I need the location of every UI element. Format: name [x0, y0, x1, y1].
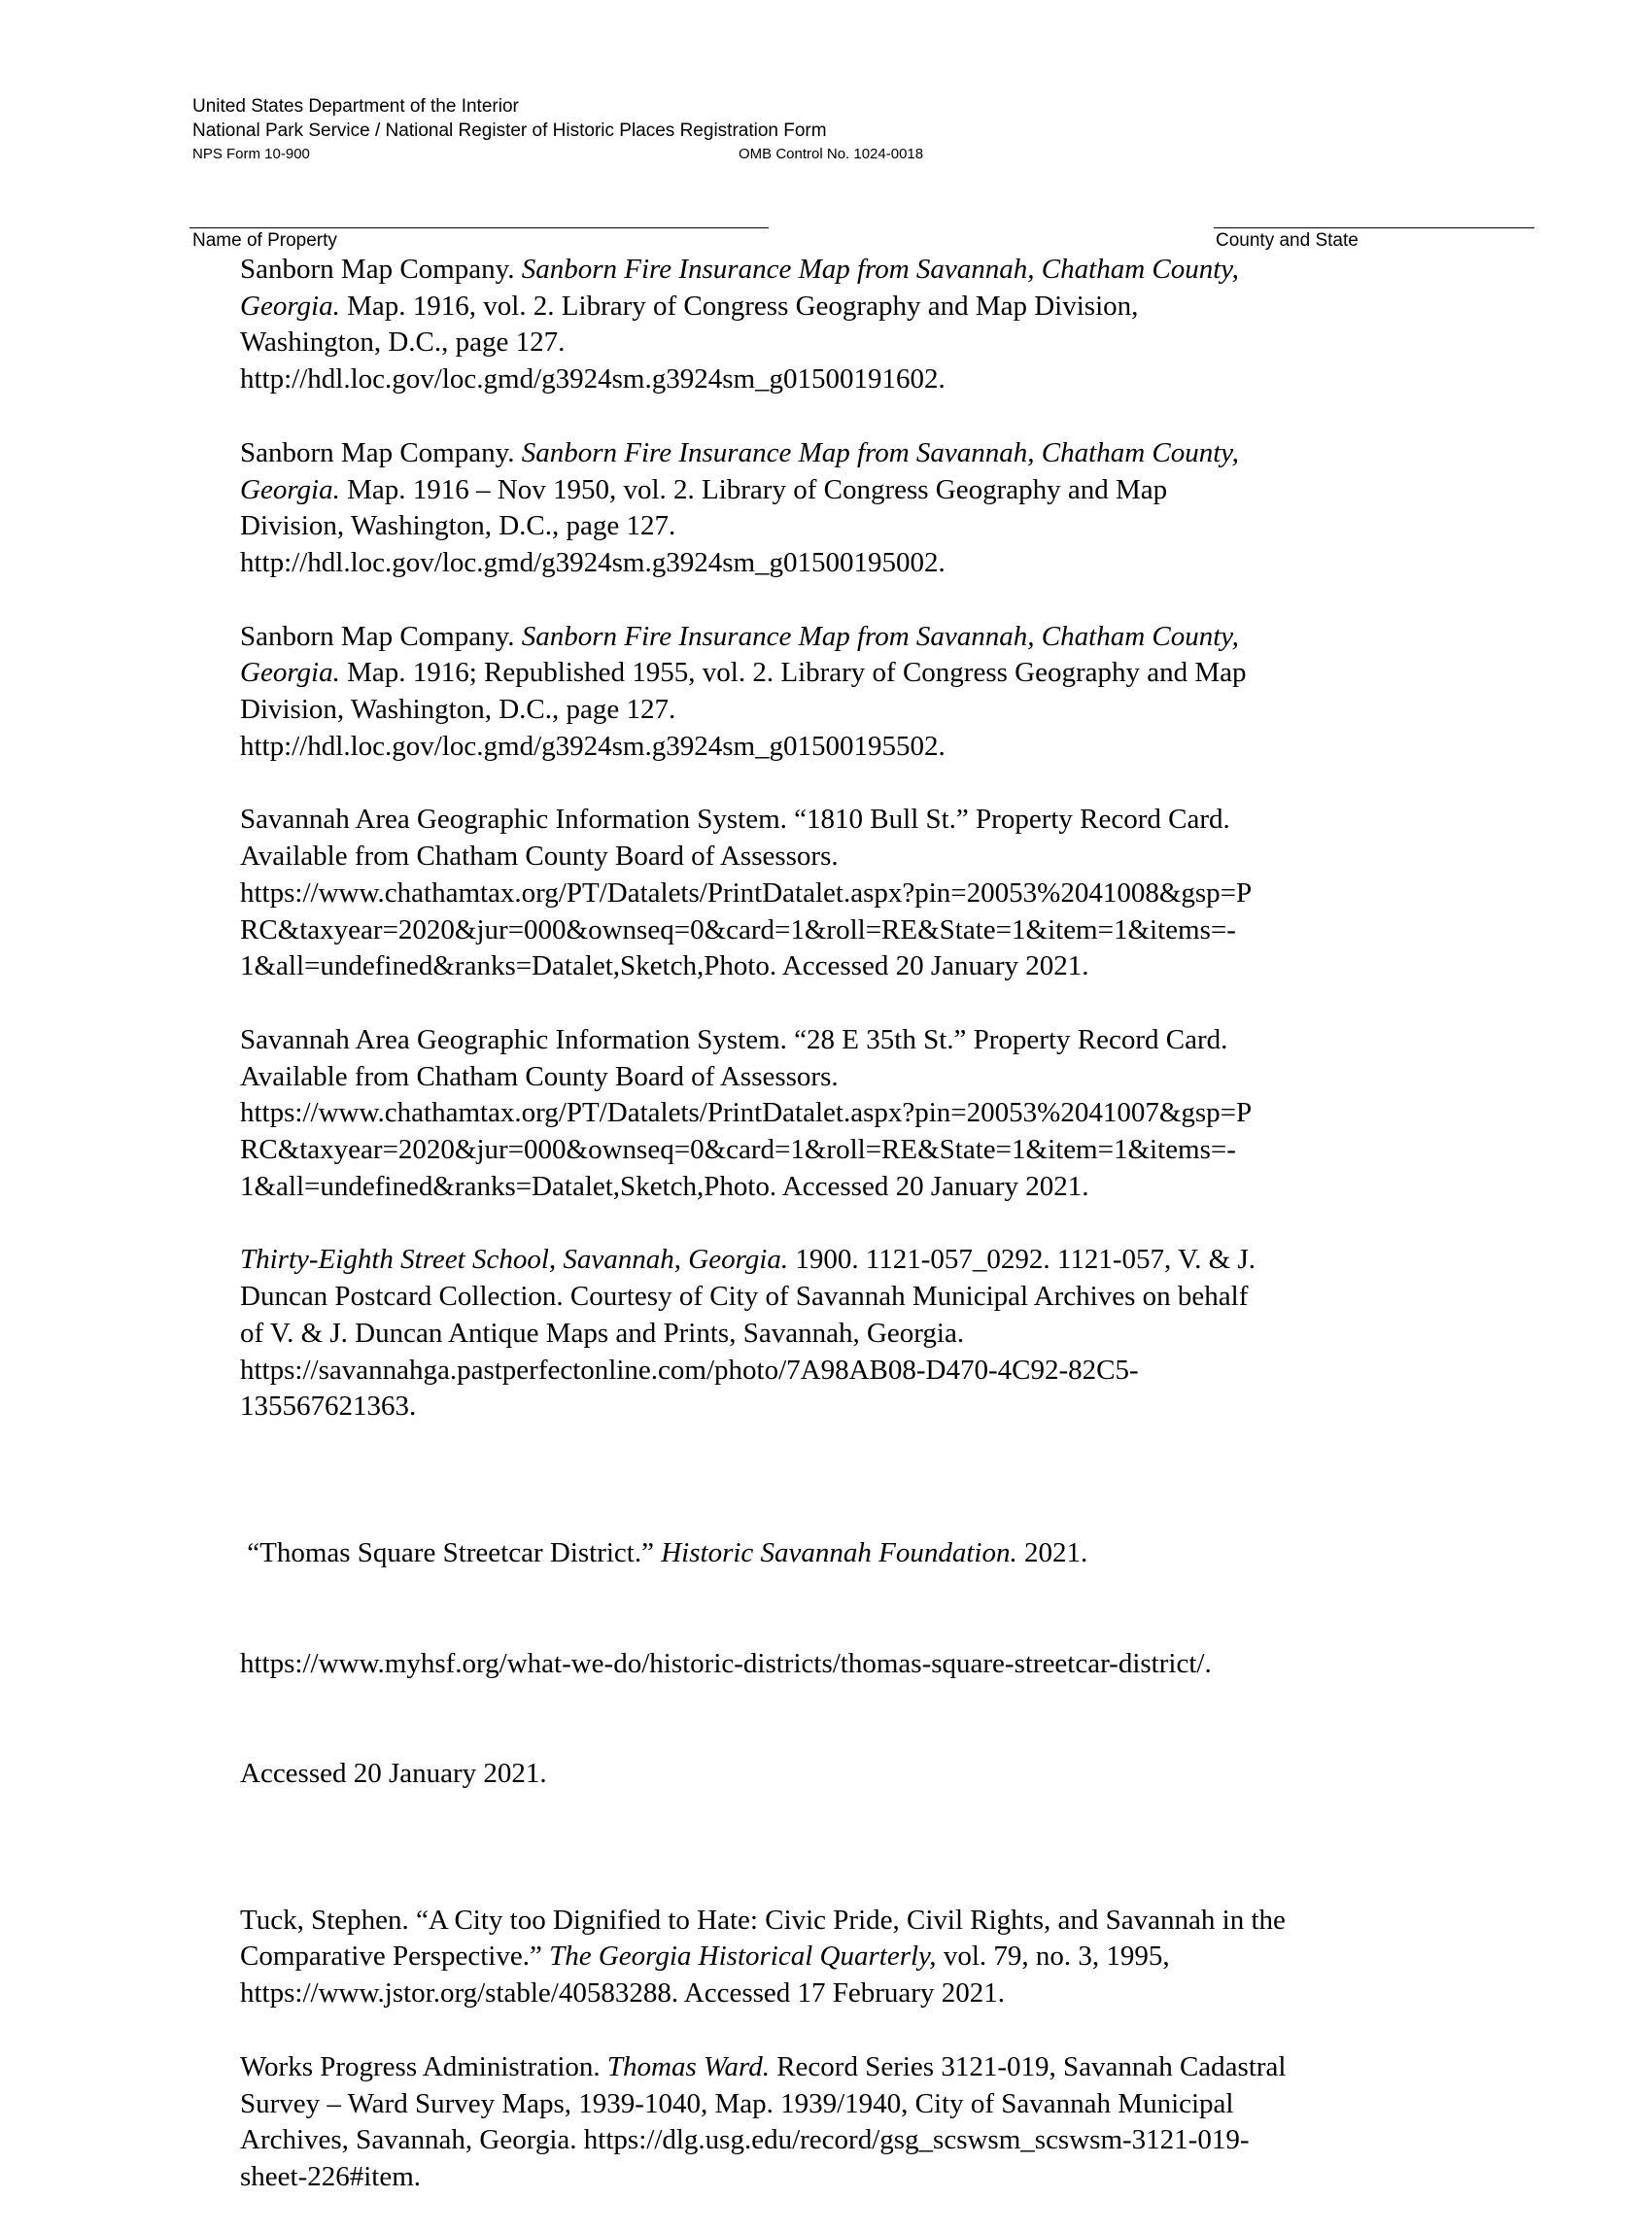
header-form-number: NPS Form 10-900: [192, 146, 310, 162]
header-omb-control: OMB Control No. 1024-0018: [739, 146, 924, 162]
bibliography-entry: “Thomas Square Streetcar District.” Historic Savannah Foundation. 2021. https://www.myhsf.org/what-we-do/historic-districts/thomas-square-streetcar-district/. Accessed 20 January 2021.: [240, 1537, 1212, 1789]
bibliography-entry: Sanborn Map Company. Sanborn Fire Insurance Map from Savannah, Chatham County, Georgia. Map. 1916, vol. 2. Library of Congress Geography and Map Division, Washington, D.C., page 127. http://hdl.loc.gov/loc.gmd/g3924sm.g3924sm_g01500191602.: [240, 254, 1239, 395]
bibliography-entry: Savannah Area Geographic Information System. “28 E 35th St.” Property Record Card. Available from Chatham County Board of Assessors. https://www.chathamtax.org/PT/Datalets/PrintDatalet.aspx?pin=20053%2041007&gsp=P RC&taxyear=2020&jur=000&ownseq=0&card=1&roll=RE&State=1&item=1&items=- 1&all=undefined&ranks=Datalet,Sketch,Photo. Accessed 20 January 2021.: [240, 1023, 1253, 1202]
name-of-property-label: Name of Property: [192, 230, 337, 251]
header-department: United States Department of the Interior: [192, 96, 519, 117]
bibliography-entry: Tuck, Stephen. “A City too Dignified to Hate: Civic Pride, Civil Rights, and Savannah in the Comparative Perspective.” The Georgia Historical Quarterly, vol. 79, no. 3, 1995, https://www.jstor.org/stable/40583288. Accessed 17 February 2021.: [240, 1904, 1286, 2010]
bibliography-entry: Works Progress Administration. Thomas Ward. Record Series 3121-019, Savannah Cadastral Survey – Ward Survey Maps, 1939-1040, Map. 1939/1940, City of Savannah Municipal Archives, Savannah, Georgia. https://dlg.usg.edu/record/gsg_scswsm_scswsm-3121-019- sheet-226#item.: [240, 2050, 1287, 2192]
bibliography-entry: Savannah Area Geographic Information System. “1810 Bull St.” Property Record Card. Available from Chatham County Board of Assessors. https://www.chathamtax.org/PT/Datalets/PrintDatalet.aspx?pin=20053%2041008&gsp=P RC&taxyear=2020&jur=000&ownseq=0&card=1&roll=RE&State=1&item=1&items=- 1&all=undefined&ranks=Datalet,Sketch,Photo. Accessed 20 January 2021.: [240, 804, 1253, 982]
bibliography-entry: Thirty-Eighth Street School, Savannah, Georgia. 1900. 1121-057_0292. 1121-057, V. & J. Duncan Postcard Collection. Courtesy of City of Savannah Municipal Archives on behalf of V. & J. Duncan Antique Maps and Prints, Savannah, Georgia. https://savannahga.pastperfectonline.com/photo/7A98AB08-D470-4C92-82C5- 135567621363.: [240, 1244, 1256, 1423]
county-and-state-label: County and State: [1216, 230, 1359, 251]
county-and-state-rule: [1214, 227, 1534, 228]
bibliography-entry: Sanborn Map Company. Sanborn Fire Insurance Map from Savannah, Chatham County, Georgia. Map. 1916; Republished 1955, vol. 2. Library of Congress Geography and Map Division, Washington, D.C., page 127. http://hdl.loc.gov/loc.gmd/g3924sm.g3924sm_g01500195502.: [240, 620, 1247, 762]
name-of-property-rule: [189, 227, 769, 228]
bibliography: [240, 252, 1474, 2233]
header-agency-form: National Park Service / National Register of Historic Places Registration Form: [192, 120, 827, 141]
bibliography-entry: Sanborn Map Company. Sanborn Fire Insurance Map from Savannah, Chatham County, Georgia. Map. 1916 – Nov 1950, vol. 2. Library of Congress Geography and Map Division, Washington, D.C., page 127. http://hdl.loc.gov/loc.gmd/g3924sm.g3924sm_g01500195002.: [240, 436, 1239, 578]
